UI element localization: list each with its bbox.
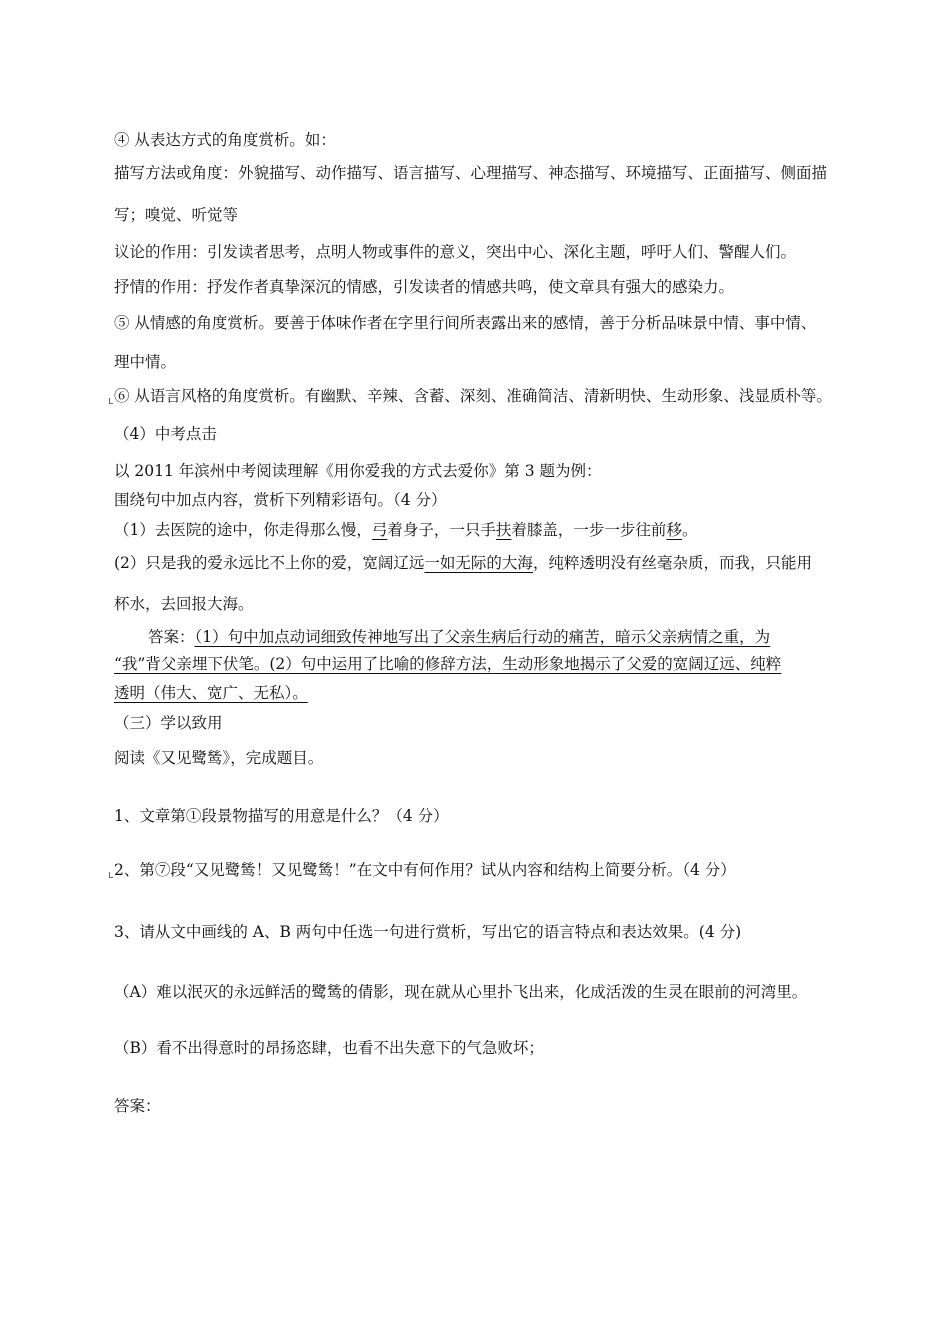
edit-mark-icon bbox=[109, 872, 113, 878]
answer-line-2: “我”背父亲埋下伏笔。(2）句中运用了比喻的修辞方法，生动形象地揭示了父爱的宽阔辽远、纯粹 bbox=[114, 655, 782, 673]
heading-apply-learning: （三）学以致用 bbox=[114, 714, 223, 732]
language-style-text: ⑥ 从语言风格的角度赏析。有幽默、辛辣、含蓄、深刻、准确简洁、清新明快、生动形象、浅显质朴等。 bbox=[114, 387, 832, 405]
question-3: 3、请从文中画线的 A、B 两句中任选一句进行赏析，写出它的语言特点和表达效果。(4 分) bbox=[114, 923, 742, 941]
dotted-word-gong: 弓 bbox=[371, 521, 388, 539]
exam-sentence-1 bbox=[114, 520, 697, 540]
sentence-2-part-a: (2）只是我的爱永远比不上你的爱，宽阔辽远 bbox=[114, 554, 425, 572]
dotted-word-fu: 扶 bbox=[495, 521, 512, 539]
paragraph-argument-role: 议论的作用：引发读者思考，点明人物或事件的意义，突出中心、深化主题，呼吁人们、警醒人们。 bbox=[114, 243, 797, 261]
question-1: 1、文章第①段景物描写的用意是什么？（4 分） bbox=[114, 807, 449, 825]
answer-label: 答案： bbox=[148, 628, 195, 646]
paragraph-description-methods: 描写方法或角度：外貌描写、动作描写、语言描写、心理描写、神态描写、环境描写、正面描写、侧面描 bbox=[114, 164, 828, 182]
exam-sentence-2 bbox=[114, 553, 812, 573]
edit-mark-icon bbox=[109, 398, 113, 404]
sentence-1-part-e: 着膝盖，一步一步往前 bbox=[511, 521, 667, 539]
answer-line-1 bbox=[148, 627, 770, 647]
answer-line-3: 透明（伟大、宽广、无私）。 bbox=[114, 684, 308, 702]
heading-emotion-analysis-cont: 理中情。 bbox=[114, 353, 177, 371]
question-2 bbox=[114, 860, 736, 880]
heading-language-style-analysis bbox=[114, 386, 832, 406]
heading-emotion-analysis: ⑤ 从情感的角度赏析。要善于体味作者在字里行间所表露出来的感情，善于分析品味景中情、事中情、 bbox=[114, 314, 817, 332]
sentence-1-part-g: 。 bbox=[681, 521, 698, 539]
answer-blank-label: 答案： bbox=[114, 1097, 161, 1115]
exam-sentence-2-cont: 杯水，去回报大海。 bbox=[114, 595, 254, 613]
sentence-option-a: （A）难以泯灭的永远鲜活的鹭鸶的倩影，现在就从心里扑飞出来，化成活泼的生灵在眼前的河湾里。 bbox=[114, 983, 808, 1001]
dotted-word-yi: 移 bbox=[666, 521, 682, 539]
paragraph-description-methods-cont: 写；嗅觉、听觉等 bbox=[114, 206, 239, 224]
question-2-text: 2、第⑦段“又见鹭鸶！又见鹭鸶！”在文中有何作用？试从内容和结构上简要分析。（4 分） bbox=[114, 861, 736, 879]
exam-question-prompt: 围绕句中加点内容，赏析下列精彩语句。（4 分） bbox=[114, 491, 447, 509]
heading-expression-analysis: ④ 从表达方式的角度赏析。如： bbox=[114, 131, 336, 149]
answer-text-1: （1）句中加点动词细致传神地写出了父亲生病后行动的痛苦，暗示父亲病情之重，为 bbox=[194, 628, 771, 646]
heading-exam-click: （4）中考点击 bbox=[114, 425, 217, 443]
dotted-phrase-sea: 一如无际的大海 bbox=[424, 554, 533, 572]
reading-task-intro: 阅读《又见鹭鸶》，完成题目。 bbox=[114, 749, 324, 767]
exam-example-intro: 以 2011 年滨州中考阅读理解《用你爱我的方式去爱你》第 3 题为例： bbox=[114, 462, 602, 480]
sentence-1-part-c: 着身子，一只手 bbox=[387, 521, 496, 539]
sentence-1-part-a: （1）去医院的途中，你走得那么慢， bbox=[114, 521, 372, 539]
sentence-2-part-c: ，纯粹透明没有丝毫杂质，而我，只能用 bbox=[532, 554, 812, 572]
sentence-option-b: （B）看不出得意时的昂扬恣肆，也看不出失意下的气急败坏； bbox=[114, 1039, 544, 1057]
paragraph-lyric-role: 抒情的作用：抒发作者真挚深沉的情感，引发读者的情感共鸣，使文章具有强大的感染力。 bbox=[114, 278, 735, 296]
